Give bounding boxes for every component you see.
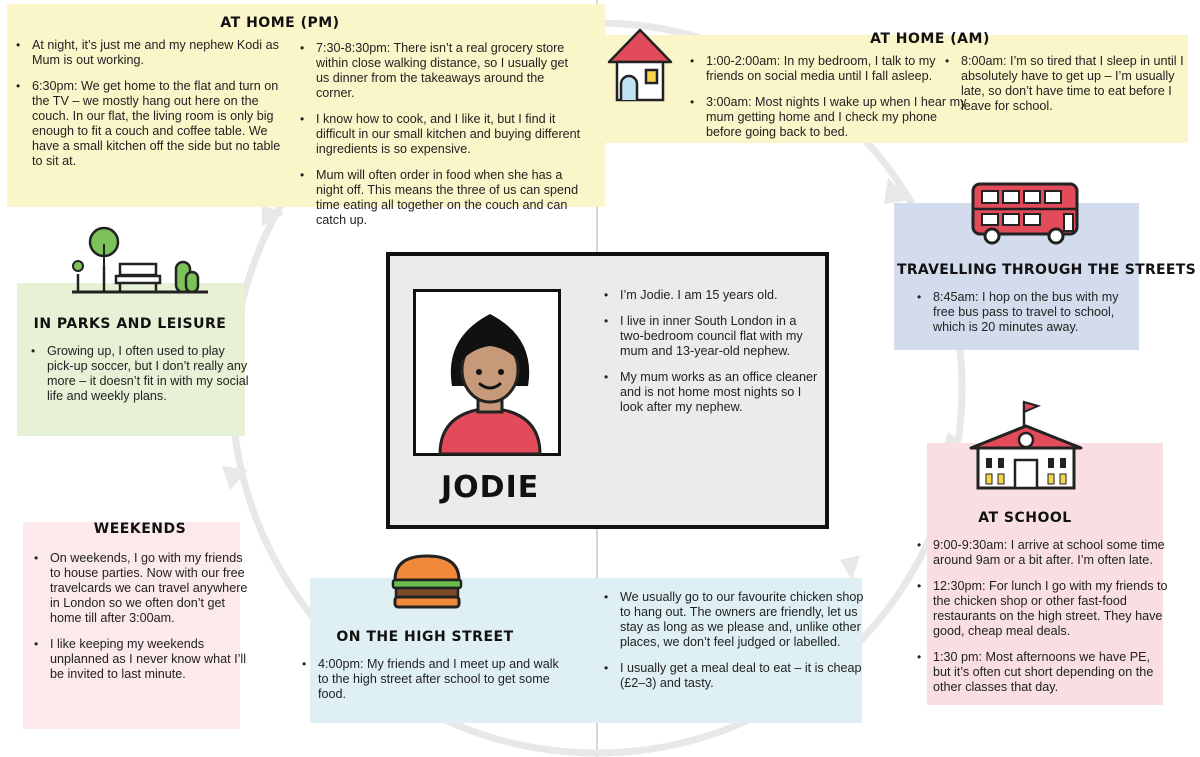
list-item: • At night, it’s just me and my nephew Kodi as Mum is out working. <box>32 38 282 68</box>
list-item: • I usually get a meal deal to eat – it is cheap (£2–3) and tasty. <box>620 661 865 691</box>
persona-list <box>604 288 820 426</box>
at-home-am-right-list <box>945 54 1196 125</box>
school-title: AT SCHOOL <box>978 510 1072 526</box>
list-item: • 12:30pm: For lunch I go with my friends to the chicken shop or other fast-food restaurants on the high street. They have good, cheap meal deals. <box>933 579 1168 639</box>
list-item: • We usually go to our favourite chicken shop to hang out. The owners are friendly, let us stay as long as we please and, unlike other places, we don’t feel judged or labelled. <box>620 590 865 650</box>
high-street-left-list <box>302 657 568 713</box>
park-icon <box>70 224 210 296</box>
list-item: • On weekends, I go with my friends to house parties. Now with our free travelcards we can travel anywhere in London so we often don’t get home till after 3:00am. <box>50 551 250 626</box>
weekends-title: WEEKENDS <box>93 521 187 537</box>
travelling-list <box>917 290 1143 346</box>
parks-title: IN PARKS AND LEISURE <box>33 316 227 332</box>
cycle-arrowhead-bottom <box>840 555 860 580</box>
burger-icon <box>390 552 464 612</box>
persona-name: JODIE <box>441 470 540 505</box>
list-item: • Mum will often order in food when she has a night off. This means the three of us can spend time eating all together on the couch and can catch up. <box>316 168 581 228</box>
list-item: • I like keeping my weekends unplanned as I never know what I’ll be invited to last minute. <box>50 637 250 682</box>
list-item: • 4:00pm: My friends and I meet up and walk to the high street after school to get some food. <box>318 657 568 702</box>
list-item: • 9:00-9:30am: I arrive at school some time around 9am or a bit after. I’m often late. <box>933 538 1168 568</box>
travelling-title: TRAVELLING THROUGH THE STREETS <box>897 262 1197 278</box>
at-home-pm-title: AT HOME (PM) <box>220 15 340 31</box>
list-item: • Growing up, I often used to play pick-up soccer, but I don’t really any more – it doesn’t fit in with my social life and weekly plans. <box>47 344 252 404</box>
school-icon <box>968 398 1084 492</box>
list-item: • 7:30-8:30pm: There isn’t a real grocery store within close walking distance, so I usually get us dinner from the takeaways around the corner. <box>316 41 581 101</box>
list-item: • 6:30pm: We get home to the flat and turn on the TV – we mostly hang out here on the couch. In our flat, the living room is only big enough to fit a couch and coffee table. We have a small kitchen off the side but no table to sit at. <box>32 79 282 169</box>
school-list <box>917 538 1168 706</box>
at-home-pm-right-list <box>300 41 581 239</box>
high-street-right-list <box>604 590 865 702</box>
list-item: • My mum works as an office cleaner and is not home most nights so I look after my nephew. <box>620 370 820 415</box>
high-street-title: ON THE HIGH STREET <box>336 629 514 645</box>
parks-list <box>31 344 252 415</box>
at-home-pm-left-list <box>16 38 282 180</box>
at-home-am-title: AT HOME (AM) <box>870 31 990 47</box>
list-item: • 8:45am: I hop on the bus with my free bus pass to travel to school, which is 20 minutes away. <box>933 290 1143 335</box>
list-item: • I know how to cook, and I like it, but I find it difficult in our small kitchen and buying different ingredients is so expensive. <box>316 112 581 157</box>
person-avatar-icon <box>434 308 546 456</box>
list-item: • 3:00am: Most nights I wake up when I hear my mum getting home and I check my phone before going back to bed. <box>706 95 971 140</box>
weekends-list <box>34 551 250 693</box>
at-home-am-left-list <box>690 54 971 151</box>
list-item: • 1:30 pm: Most afternoons we have PE, but it’s often cut short depending on the other classes that day. <box>933 650 1168 695</box>
bus-icon <box>970 180 1080 246</box>
list-item: • 8:00am: I’m so tired that I sleep in until I absolutely have to get up – I’m usually late, so don’t have time to eat before I leave for school. <box>961 54 1196 114</box>
list-item: • I live in inner South London in a two-bedroom council flat with my mum and 13-year-old nephew. <box>620 314 820 359</box>
list-item: • 1:00-2:00am: In my bedroom, I talk to my friends on social media until I fall asleep. <box>706 54 971 84</box>
house-icon <box>605 26 675 104</box>
list-item: • I’m Jodie. I am 15 years old. <box>620 288 820 303</box>
